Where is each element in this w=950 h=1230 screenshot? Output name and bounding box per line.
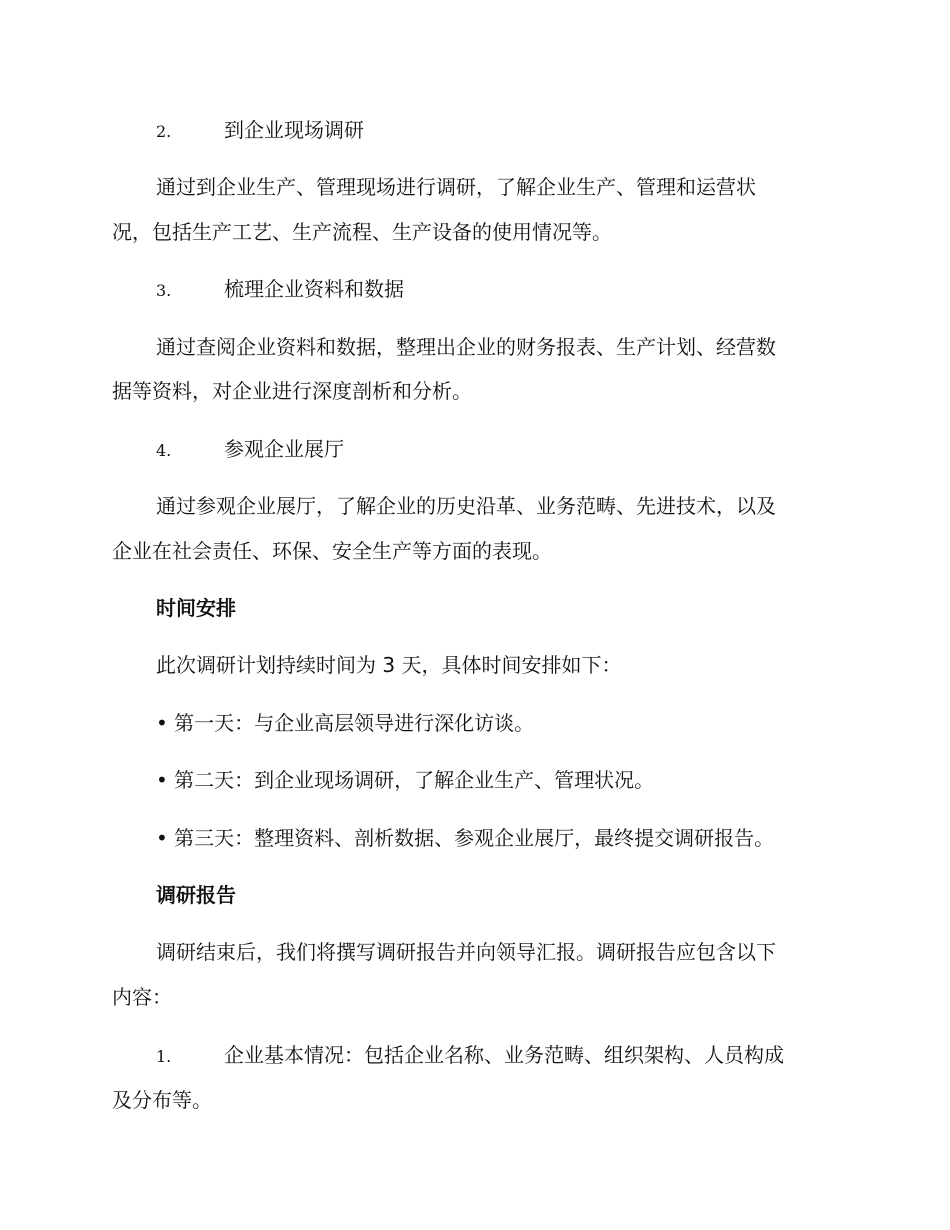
list-number: 3. [156, 281, 172, 300]
numbered-heading-4 [156, 436, 838, 464]
paragraph-line: 通过参观企业展厅，了解企业的历史沿革、业务范畴、先进技术，以及 [156, 494, 776, 518]
list-title: 梳理企业资料和数据 [224, 277, 404, 301]
paragraph-line: 内容： [112, 985, 172, 1009]
schedule-bullet-day2: • 第二天：到企业现场调研，了解企业生产、管理状况。 [156, 768, 655, 792]
paragraph-line: 通过到企业生产、管理现场进行调研，了解企业生产、管理和运营状 [156, 175, 756, 199]
paragraph-line: 据等资料，对企业进行深度剖析和分析。 [112, 379, 472, 403]
paragraph-line: 况，包括生产工艺、生产流程、生产设备的使用情况等。 [112, 220, 612, 244]
paragraph-line: 企业在社会责任、环保、安全生产等方面的表现。 [112, 539, 552, 563]
report-item-1 [156, 1042, 838, 1070]
list-title: 参观企业展厅 [224, 437, 344, 461]
paragraph-line: 及分布等。 [112, 1088, 212, 1112]
list-number: 1. [156, 1047, 172, 1066]
section-heading-report: 调研报告 [156, 883, 236, 907]
schedule-intro: 此次调研计划持续时间为 3 天，具体时间安排如下： [156, 653, 622, 677]
list-text: 企业基本情况：包括企业名称、业务范畴、组织架构、人员构成 [224, 1043, 784, 1067]
list-title: 到企业现场调研 [224, 118, 364, 142]
numbered-heading-2 [156, 117, 838, 145]
list-number: 4. [156, 441, 172, 460]
paragraph-line: 调研结束后，我们将撰写调研报告并向领导汇报。调研报告应包含以下 [156, 940, 776, 964]
schedule-bullet-day1: • 第一天：与企业高层领导进行深化访谈。 [156, 711, 535, 735]
list-number: 2. [156, 122, 172, 141]
numbered-heading-3 [156, 276, 838, 304]
section-heading-schedule: 时间安排 [156, 596, 236, 620]
schedule-bullet-day3: • 第三天：整理资料、剖析数据、参观企业展厅，最终提交调研报告。 [156, 826, 775, 850]
paragraph-line: 通过查阅企业资料和数据，整理出企业的财务报表、生产计划、经营数 [156, 335, 776, 359]
